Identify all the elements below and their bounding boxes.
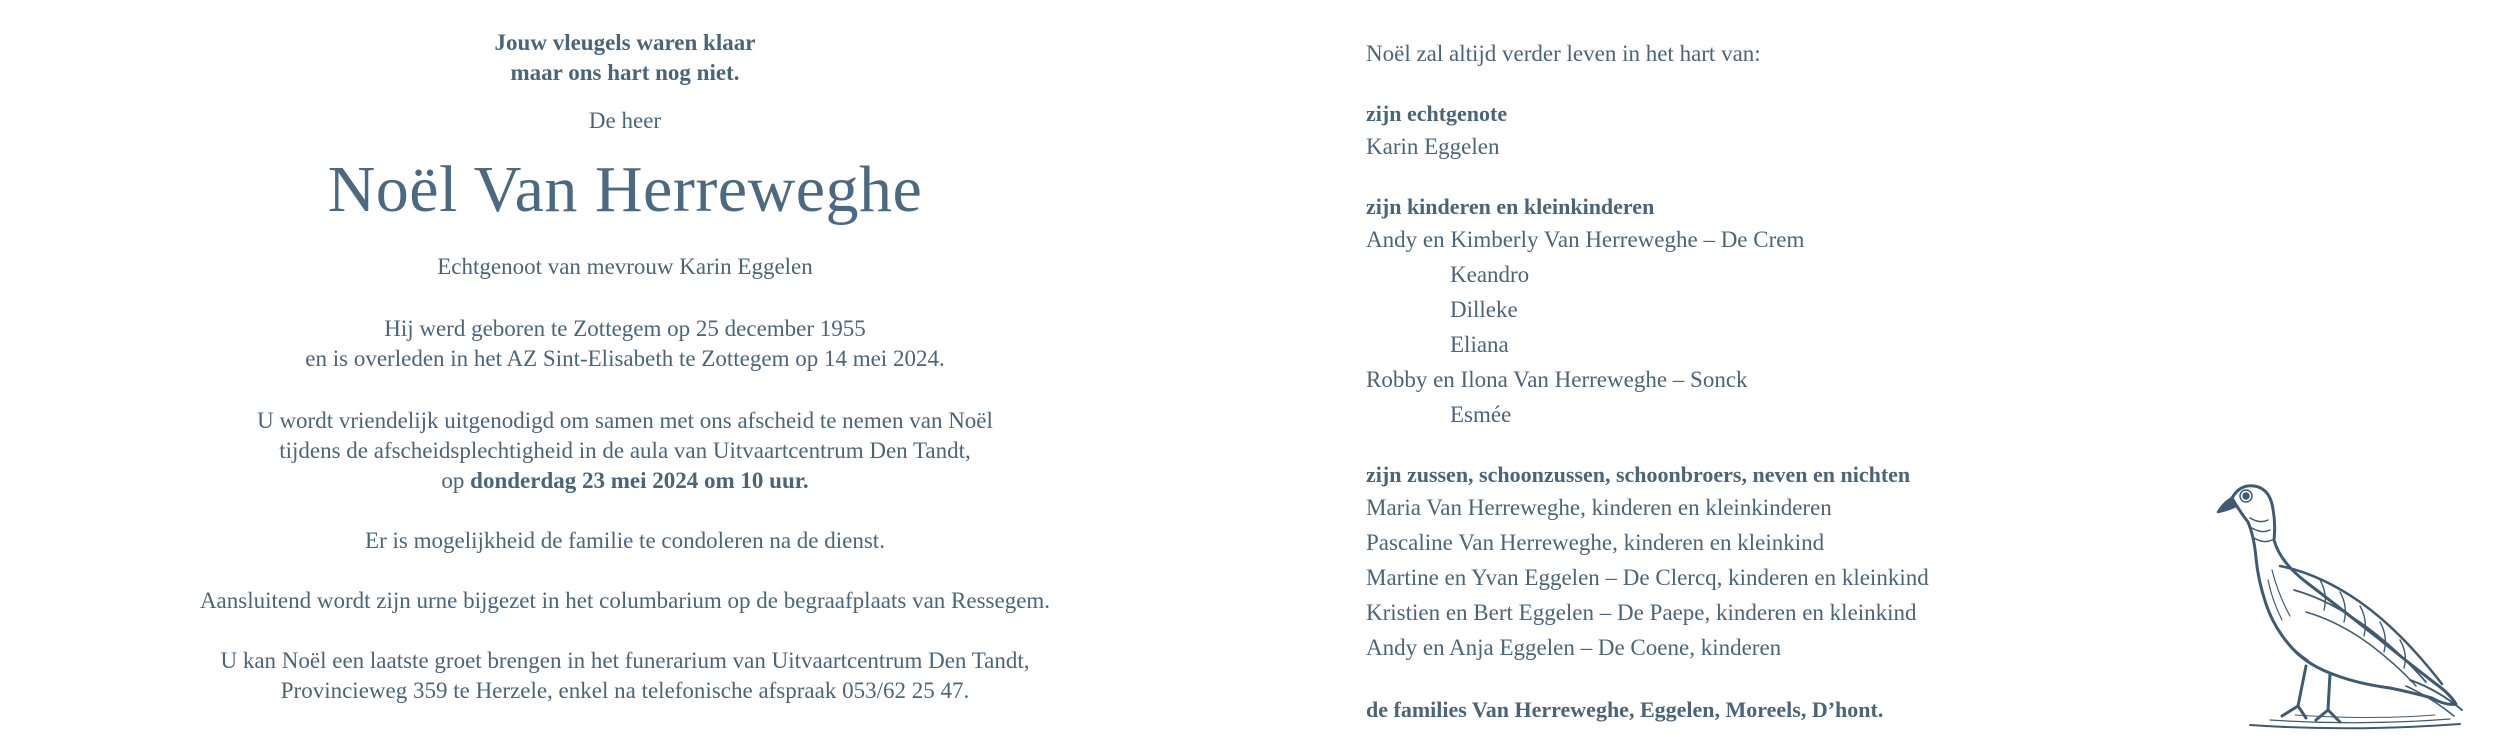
deceased-name: Noël Van Herreweghe xyxy=(327,153,923,226)
pigeon-icon xyxy=(2210,470,2480,740)
list-item: Kristien en Bert Eggelen – De Paepe, kinderen en kleinkind xyxy=(1366,600,1917,625)
list-item: Esmée xyxy=(1450,402,1512,427)
birth-line: Hij werd geboren te Zottegem op 25 december 1955 xyxy=(384,316,866,341)
children-heading: zijn kinderen en kleinkinderen xyxy=(1366,194,1655,219)
urn-line: Aansluitend wordt zijn urne bijgezet in het columbarium op de begraafplaats van Ressegem. xyxy=(199,588,1051,613)
family-intro: Noël zal altijd verder leven in het hart van: xyxy=(1366,41,1761,66)
invite-line-3 xyxy=(110,466,1140,496)
spouse-line: Echtgenoot van mevrouw Karin Eggelen xyxy=(437,254,813,279)
list-item: Dilleke xyxy=(1450,297,1518,322)
list-item: Andy en Kimberly Van Herreweghe – De Crem xyxy=(1366,227,1805,252)
list-item: Robby en Ilona Van Herreweghe – Sonck xyxy=(1366,367,1748,392)
visit-line-2: Provincieweg 359 te Herzele, enkel na telefonische afspraak 053/62 25 47. xyxy=(280,678,970,703)
visit-line-1: U kan Noël een laatste groet brengen in het funerarium van Uitvaartcentrum Den Tandt, xyxy=(220,648,1030,673)
list-item: Eliana xyxy=(1450,332,1509,357)
siblings-heading: zijn zussen, schoonzussen, schoonbroers, neven en nichten xyxy=(1366,462,1911,487)
invite-line-1: U wordt vriendelijk uitgenodigd om samen met ons afscheid te nemen van Noël xyxy=(257,408,993,433)
spacer xyxy=(1366,432,2166,460)
death-line: en is overleden in het AZ Sint-Elisabeth te Zottegem op 14 mei 2024. xyxy=(305,346,945,371)
announcement-column xyxy=(110,28,1140,706)
list-item: Andy en Anja Eggelen – De Coene, kinderen xyxy=(1366,635,1782,660)
honorific: De heer xyxy=(588,108,662,133)
spacer xyxy=(1366,665,2166,695)
spacer xyxy=(1366,164,2166,192)
invite-prefix: op xyxy=(441,468,465,493)
families-line: de families Van Herreweghe, Eggelen, Moreels, D’hont. xyxy=(1366,697,1884,722)
invite-line-2: tijdens de afscheidsplechtigheid in de aula van Uitvaartcentrum Den Tandt, xyxy=(279,438,971,463)
list-item: Maria Van Herreweghe, kinderen en kleinkinderen xyxy=(1366,495,1832,520)
family-column xyxy=(1366,36,2166,725)
ceremony-date: donderdag 23 mei 2024 om 10 uur. xyxy=(470,468,809,493)
spouse-name: Karin Eggelen xyxy=(1366,134,1500,159)
spouse-heading: zijn echtgenote xyxy=(1366,101,1508,126)
list-item: Martine en Yvan Eggelen – De Clercq, kinderen en kleinkind xyxy=(1366,565,1929,590)
motto-line-2: maar ons hart nog niet. xyxy=(510,60,740,85)
condolence-line: Er is mogelijkheid de familie te condoleren na de dienst. xyxy=(365,528,885,553)
list-item: Pascaline Van Herreweghe, kinderen en kleinkind xyxy=(1366,530,1825,555)
motto-line-1: Jouw vleugels waren klaar xyxy=(494,30,756,55)
list-item: Keandro xyxy=(1450,262,1530,287)
